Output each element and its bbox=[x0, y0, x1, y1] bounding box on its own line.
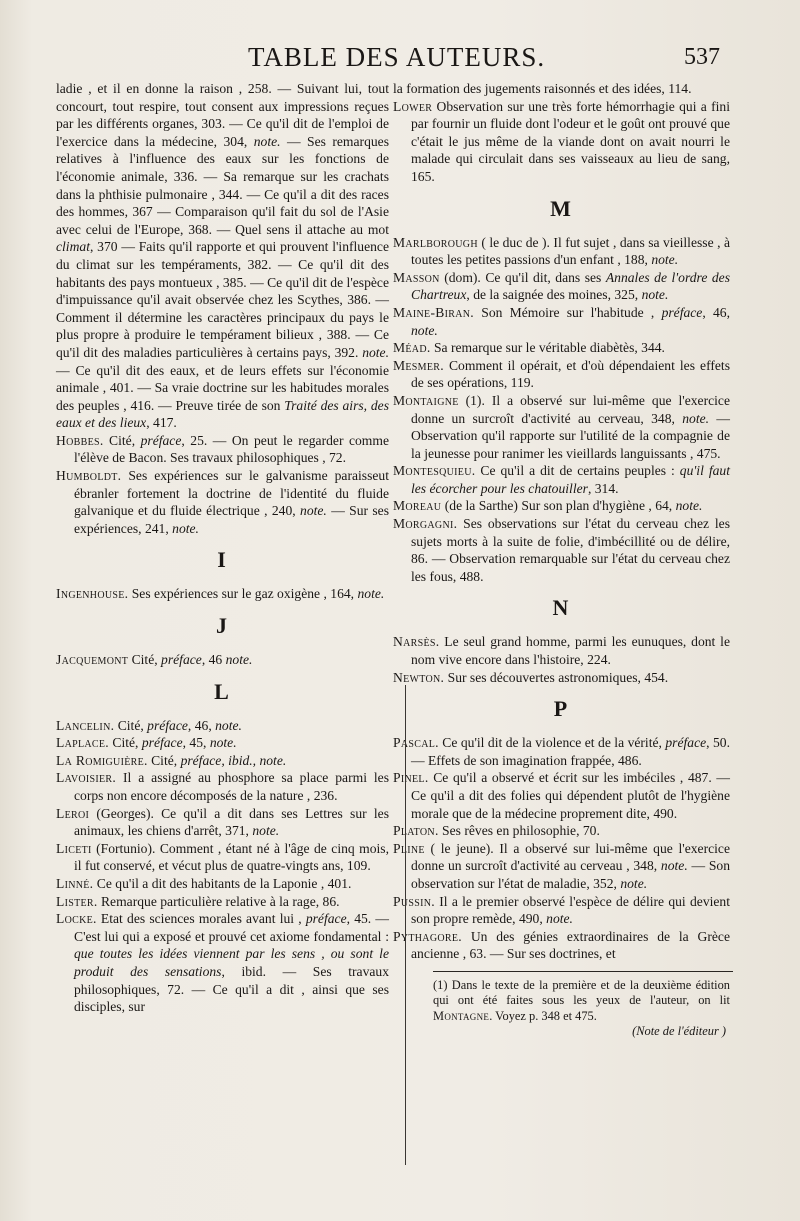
index-entry bbox=[393, 822, 730, 840]
entry-text: , 46, bbox=[702, 304, 730, 320]
author-name: Pussin. bbox=[393, 893, 435, 909]
entry-text: Cité, bbox=[114, 717, 148, 733]
index-entry bbox=[393, 633, 730, 668]
index-entry bbox=[56, 840, 389, 875]
entry-text: Etat des sciences morales avant lui , bbox=[96, 911, 306, 927]
entry-text: (Fortunio). Comment , étant né à l'âge de cinq mois, il fut conservé, et vécut plus de quatre-vingts ans, 109. bbox=[74, 840, 389, 874]
section-letter: I bbox=[217, 547, 228, 573]
index-entry bbox=[393, 339, 730, 357]
section-letter: P bbox=[553, 696, 570, 722]
footnote-rule bbox=[433, 971, 733, 972]
italic-text: note. bbox=[362, 344, 389, 360]
section-letter: J bbox=[216, 613, 229, 639]
index-entry bbox=[56, 585, 389, 603]
entry-text: , 417. bbox=[146, 415, 177, 431]
continued-entry bbox=[393, 80, 730, 98]
index-entry bbox=[56, 432, 389, 467]
italic-text: note. bbox=[357, 586, 385, 602]
entry-text: Sa remarque sur le véritable diabètès, 344. bbox=[430, 340, 665, 356]
italic-text: Annales de l'ordre des Chartreux bbox=[411, 269, 730, 303]
entry-text: ( le duc de ). Il fut sujet , dans sa vieillesse , à toutes les petites passions d'un enfant , 188, bbox=[411, 234, 730, 268]
entry-text: Ses expériences sur le gaz oxigène , 164, bbox=[128, 586, 358, 602]
entry-text: Ce qu'il a dit des habitants de la Laponie , 401. bbox=[93, 875, 352, 891]
entry-text: Comment il opérait, et d'où dépendaient les effets de ses opérations, 119. bbox=[411, 357, 730, 391]
index-entry bbox=[56, 651, 389, 669]
italic-text: Traité des airs, des eaux et des lieux bbox=[56, 397, 389, 431]
entry-text: Cité, bbox=[128, 652, 162, 668]
author-name: Pline bbox=[393, 840, 425, 856]
index-entry bbox=[393, 669, 730, 687]
index-entry bbox=[393, 515, 730, 585]
author-name: Lower bbox=[393, 98, 433, 114]
italic-text: note. bbox=[675, 498, 703, 514]
continued-entry bbox=[56, 80, 389, 432]
entry-text: — Ses remarques relatives à l'influence des eaux sur les fonctions de l'économie animale, 336. — Sa remarque sur les crachats dans la phthisie pulmonaire , 344. — Ce qu'il a dit des races des hommes, 367 — Comparaison qu'il fait du sol de l'Asie avec celui de l'Europe, 368. — Quel sens il attache au mot bbox=[56, 133, 389, 237]
author-name: Lister. bbox=[56, 893, 98, 909]
italic-text: préface, ibid., note. bbox=[180, 752, 287, 768]
entry-text: Son Mémoire sur l'habitude , bbox=[474, 304, 662, 320]
entry-text: Le seul grand homme, parmi les eunuques, dont le nom vive encore dans l'histoire, 224. bbox=[411, 634, 730, 668]
italic-text: note. bbox=[546, 911, 573, 927]
entry-text: la formation des jugements raisonnés et des idées, 114. bbox=[393, 81, 692, 96]
author-name: Jacquemont bbox=[56, 652, 129, 668]
author-name: Moreau bbox=[393, 498, 442, 514]
page-number: 537 bbox=[684, 44, 720, 70]
index-entry bbox=[393, 98, 730, 186]
section-letter: M bbox=[550, 195, 573, 221]
entry-text: Ses expériences sur le galvanisme paraisseut ébranler fortement la doctrine de l'identité du fluide galvanique et du fluide électrique , 240, bbox=[74, 468, 389, 519]
entry-text: , 370 — Faits qu'il rapporte et qui prouvent l'influence du climat sur les tempéraments, 382. — Ce qu'il dit des habitants des pays montueux , 385. — Ce qu'il dit de l'espèce d'impuissance qu'il avait observée chez les Scythes, 386. — Comment il détermine les caractères principaux du pays le plus propre à produire le tempérament bilieux , 388. — Ce qu'il dit des maladies particulières à certains pays, 392. bbox=[56, 239, 389, 360]
italic-text: préface bbox=[661, 304, 703, 320]
author-name: Locke. bbox=[56, 911, 97, 927]
italic-text: préface bbox=[161, 652, 202, 668]
entry-text: Il a assigné au phosphore sa place parmi les corps non encore décomposés de la nature , 236. bbox=[74, 770, 389, 803]
italic-text: note. bbox=[620, 875, 648, 891]
index-entry bbox=[56, 769, 389, 804]
italic-text: note. bbox=[411, 322, 438, 338]
author-name: Montaigne bbox=[393, 392, 459, 408]
index-entry bbox=[56, 875, 389, 893]
footnote-credit: (Note de l'éditeur ) bbox=[632, 1024, 726, 1039]
author-name: Montesquieu. bbox=[393, 463, 476, 479]
footnote bbox=[393, 978, 730, 1025]
index-entry bbox=[56, 893, 389, 911]
entry-text: Ce qu'il a observé et écrit sur les imbéciles , 487. — Ce qu'il a dit des folies qui dépendent plutôt de l'hygiène morale que de la médecine proprement dite, 490. bbox=[411, 770, 730, 821]
index-entry bbox=[393, 769, 730, 822]
italic-text: note. bbox=[225, 652, 253, 668]
index-entry bbox=[393, 392, 730, 462]
entry-text: (1). Il a observé sur lui-même que l'exercice donne un surcroît d'activité au cerveau, 348, bbox=[411, 392, 730, 426]
index-entry bbox=[393, 893, 730, 928]
author-name: Pinel. bbox=[393, 770, 429, 786]
entry-text: — Observation qu'il rapporte sur l'utilité de la compagnie de la jeunesse pour ranimer les vieillards languissants , 475. bbox=[411, 410, 730, 461]
entry-text: (1) Dans le texte de la première et de la deuxième édition qui ont été faites sous les yeux de l'auteur, on lit bbox=[433, 977, 730, 1008]
column-rule bbox=[405, 685, 406, 1165]
author-name: Newton. bbox=[393, 669, 445, 685]
author-name: Masson bbox=[393, 269, 440, 285]
entry-text: , 314. bbox=[587, 480, 619, 496]
right-column bbox=[393, 80, 730, 1040]
italic-text: qu'il faut les écorcher pour les chatouiller bbox=[411, 463, 730, 496]
italic-text: note. bbox=[651, 252, 679, 268]
italic-text: préface bbox=[305, 911, 347, 927]
index-entry bbox=[56, 805, 389, 840]
italic-text: note. bbox=[252, 823, 280, 839]
italic-text: note. bbox=[253, 133, 281, 149]
entry-text: Ce qu'il dit de la violence et de la vérité, bbox=[438, 735, 666, 751]
section-letter: N bbox=[552, 595, 571, 621]
author-name: Leroi bbox=[56, 805, 90, 821]
entry-text: Sur ses découvertes astronomiques, 454. bbox=[444, 669, 669, 685]
italic-text: note. bbox=[172, 520, 199, 536]
entry-text: Observation sur une très forte hémorrhagie qui a fini par fournir un fluide dont l'odeur et le goût ont prouvé que c'était le jus même de la viande dont on avait nourri le malade qui circulait dans ses vaisseaux au lieu de sang, 165. bbox=[411, 98, 730, 184]
entry-text: , 25. — On peut le regarder comme l'élève de Bacon. Ses travaux philosophiques , 72. bbox=[74, 432, 389, 466]
index-entry bbox=[393, 840, 730, 893]
index-entry bbox=[393, 497, 730, 515]
italic-text: climat bbox=[56, 239, 90, 255]
entry-text: — Son observation sur l'état de maladie, 352, bbox=[411, 858, 730, 891]
entry-text: , de la saignée des moines, 325, bbox=[466, 287, 642, 303]
index-entry bbox=[393, 928, 730, 963]
index-entry bbox=[393, 234, 730, 269]
italic-text: note. bbox=[641, 287, 669, 303]
italic-text: préface bbox=[665, 735, 707, 751]
index-entry bbox=[56, 467, 389, 537]
author-name: Morgagni. bbox=[393, 516, 458, 532]
entry-text: , 45. — C'est lui qui a exposé et prouvé cet axiome fondamental : bbox=[74, 911, 389, 944]
index-entry bbox=[56, 734, 389, 752]
author-name: Linné. bbox=[56, 875, 94, 891]
index-entry bbox=[56, 717, 389, 735]
page-header bbox=[0, 42, 800, 78]
index-entry bbox=[56, 910, 389, 1016]
left-column bbox=[56, 80, 389, 1016]
index-entry bbox=[393, 304, 730, 339]
section-letter: L bbox=[214, 678, 231, 704]
entry-text: Cité, bbox=[109, 735, 142, 751]
author-name: Marlborough bbox=[393, 234, 478, 250]
entry-text: , 45, bbox=[182, 735, 210, 751]
entry-text: — Ce qu'il dit des eaux, et de leurs effets sur l'économie animale , 401. — Sa vraie doctrine sur les habitudes morales des peuples , 416. — Preuve tirée de son bbox=[56, 362, 389, 413]
running-title: TABLE DES AUTEURS. bbox=[248, 42, 546, 72]
entry-text: Ses rêves en philosophie, 70. bbox=[438, 823, 600, 839]
author-name: Mesmer. bbox=[393, 357, 444, 373]
author-name: La Romiguière. bbox=[56, 752, 148, 768]
author-name: Pythagore. bbox=[393, 928, 462, 944]
entry-text: (de la Sarthe) Sur son plan d'hygiène , 64, bbox=[441, 498, 676, 514]
entry-text: ( le jeune). Il a observé sur lui-même que l'exercice donne un surcroît d'activité au cerveau , 348, bbox=[411, 840, 730, 874]
author-name: Narsès. bbox=[393, 634, 440, 650]
entry-text: — Sur ses expériences, 241, bbox=[74, 503, 390, 536]
author-name: Platon. bbox=[393, 823, 439, 839]
entry-text: Cité, bbox=[147, 752, 181, 768]
entry-text: ladie , et il en donne la raison , 258. — Suivant lui, tout concourt, tout respire, tout consent aux impressions reçues par les différents organes, 303. — Ce qu'il dit de l'emploi de l'exercice dans la médecine, 304, bbox=[56, 81, 389, 149]
entry-text: (dom). Ce qu'il dit, dans ses bbox=[439, 269, 606, 285]
italic-text: préface bbox=[147, 717, 188, 733]
author-name: Pascal. bbox=[393, 735, 439, 751]
index-entry bbox=[393, 269, 730, 304]
author-name: Laplace. bbox=[56, 735, 109, 751]
italic-text: préface bbox=[140, 432, 182, 448]
italic-text: que toutes les idées viennent par les sens , ou sont le produit des sensations bbox=[74, 946, 389, 979]
italic-text: note. bbox=[215, 717, 242, 733]
author-name: Méad. bbox=[393, 340, 431, 356]
italic-text: note. bbox=[660, 858, 688, 874]
author-name: Maine-Biran. bbox=[393, 304, 475, 320]
entry-text: Ce qu'il a dit de certains peuples : bbox=[475, 463, 680, 479]
entry-text: Cité, bbox=[103, 432, 141, 448]
italic-text: préface bbox=[141, 735, 183, 751]
entry-text: Un des génies extraordinaires de la Grèce ancienne , 63. — Sur ses doctrines, et bbox=[411, 928, 730, 962]
index-entry bbox=[56, 752, 389, 770]
italic-text: note. bbox=[300, 503, 327, 519]
entry-text: Ses observations sur l'état du cerveau chez les sujets morts à la suite de folie, d'imbécillité ou de délire, 86. — Observation remarquable sur l'état du cerveau chez les fous, 488. bbox=[411, 516, 730, 584]
italic-text: note. bbox=[682, 410, 710, 426]
index-entry bbox=[393, 734, 730, 769]
entry-text: , 46 bbox=[201, 652, 226, 668]
author-name: Humboldt. bbox=[56, 468, 122, 484]
index-entry bbox=[393, 357, 730, 392]
entry-text: Il a le premier observé l'espèce de délire qui devient son propre remède, 490, bbox=[411, 893, 730, 927]
entry-text: , 46, bbox=[187, 717, 216, 733]
entry-text: (Georges). Ce qu'il a dit dans ses Lettres sur les animaux, les chiens d'arrêt, 371, bbox=[74, 805, 389, 839]
author-name: Ingenhouse. bbox=[56, 586, 129, 602]
entry-text: , ibid. — Ses travaux philosophiques, 72. — Ce qu'il a dit , ainsi que ses disciples, sur bbox=[74, 963, 389, 1015]
index-entry bbox=[393, 462, 730, 497]
entry-text: , 50. — Effets de son imagination frappée, 486. bbox=[411, 735, 730, 768]
entry-text: Remarque particulière relative à la rage, 86. bbox=[97, 893, 340, 909]
author-name: Hobbes. bbox=[56, 432, 104, 448]
author-name: Liceti bbox=[56, 840, 92, 856]
entry-text: . Voyez p. 348 et 475. bbox=[489, 1008, 597, 1023]
entry-text: Montagne bbox=[433, 1008, 490, 1023]
author-name: Lavoisier. bbox=[56, 770, 117, 786]
italic-text: note. bbox=[209, 735, 237, 751]
author-name: Lancelin. bbox=[56, 717, 115, 733]
